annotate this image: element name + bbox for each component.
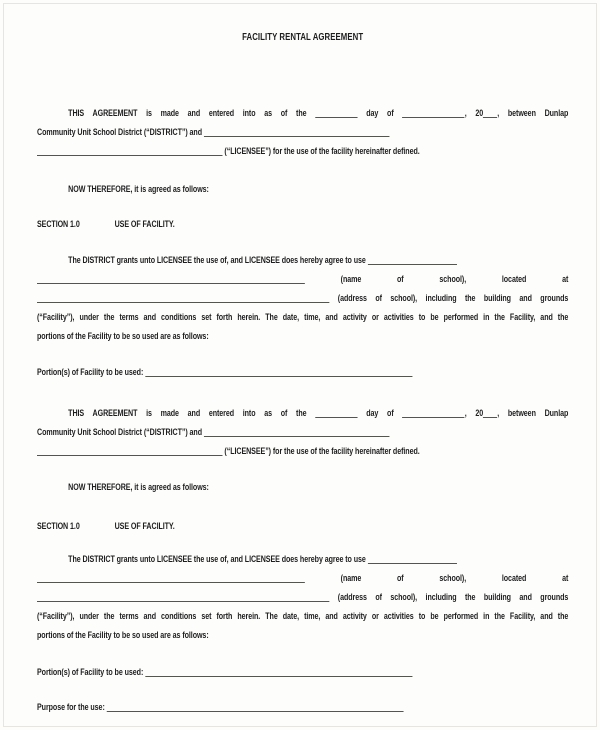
grant-b-line-2-text-1: (name of school), located at bbox=[340, 573, 569, 584]
doc-title bbox=[37, 28, 568, 47]
intro-a-line-3 bbox=[37, 142, 568, 161]
portion-of-facility-a bbox=[37, 363, 568, 382]
document-body bbox=[37, 28, 568, 717]
intro-b-line-1-text-7: , bbox=[497, 408, 500, 419]
now-therefore-a-text-0: NOW THEREFORE, it is agreed as follows: bbox=[68, 184, 209, 195]
grant-a-line-5-text-0: portions of the Facility to be so used are as follows: bbox=[37, 331, 209, 342]
intro-a-line-1-text-5: 20 bbox=[475, 108, 484, 119]
intro-a-line-1-text-0: THIS AGREEMENT is made and entered into as of the bbox=[68, 108, 307, 119]
intro-b-line-1-text-8: between Dunlap bbox=[507, 408, 569, 419]
section-heading-b-text-1: USE OF FACILITY. bbox=[114, 521, 175, 532]
fill-in-blank bbox=[37, 273, 305, 284]
purpose-for-use bbox=[37, 698, 568, 717]
fill-in-blank bbox=[37, 572, 305, 583]
grant-b-line-5 bbox=[37, 626, 568, 645]
fill-in-blank bbox=[37, 145, 223, 156]
grant-a-line-1 bbox=[37, 251, 568, 270]
intro-b-line-1-text-5: 20 bbox=[475, 408, 484, 419]
grant-b-line-3 bbox=[37, 588, 568, 607]
doc-title-text-0: FACILITY RENTAL AGREEMENT bbox=[242, 31, 364, 43]
intro-a-line-3-text-1: (“LICENSEE”) for the use of the facility hereinafter defined. bbox=[224, 146, 420, 157]
intro-b-line-3-text-1: (“LICENSEE”) for the use of the facility hereinafter defined. bbox=[224, 446, 420, 457]
grant-b-line-4 bbox=[37, 607, 568, 626]
fill-in-blank bbox=[483, 107, 500, 119]
fill-in-blank bbox=[204, 126, 390, 137]
grant-b-line-2 bbox=[37, 569, 568, 588]
grant-b-line-1 bbox=[37, 550, 568, 569]
intro-a-line-1-text-8: between Dunlap bbox=[507, 108, 569, 119]
fill-in-blank bbox=[37, 591, 329, 602]
grant-a-line-2-text-1: (name of school), located at bbox=[340, 274, 569, 285]
now-therefore-b bbox=[37, 478, 568, 497]
fill-in-blank bbox=[315, 107, 357, 118]
intro-b-line-2-text-0: Community Unit School District (“DISTRICT”) and bbox=[37, 427, 202, 438]
intro-a-line-2 bbox=[37, 123, 568, 142]
fill-in-blank bbox=[145, 666, 412, 677]
grant-b-line-1-text-0: The DISTRICT grants unto LICENSEE the use of, and LICENSEE does hereby agree to use bbox=[68, 554, 366, 565]
fill-in-blank bbox=[315, 407, 357, 418]
intro-b-line-3 bbox=[37, 442, 568, 461]
grant-a-line-4 bbox=[37, 308, 568, 327]
grant-a-line-3-text-1: (address of school), including the building and grounds bbox=[337, 293, 569, 304]
now-therefore-b-text-0: NOW THEREFORE, it is agreed as follows: bbox=[68, 482, 209, 493]
fill-in-blank bbox=[145, 366, 412, 377]
intro-b-line-1-text-2: day of bbox=[366, 408, 394, 419]
section-heading-a-text-0: SECTION 1.0 bbox=[37, 219, 80, 230]
intro-a-line-1 bbox=[37, 104, 568, 123]
grant-b-line-5-text-0: portions of the Facility to be so used are as follows: bbox=[37, 630, 209, 641]
fill-in-blank bbox=[107, 701, 404, 712]
grant-a-line-1-text-0: The DISTRICT grants unto LICENSEE the use of, and LICENSEE does hereby agree to use bbox=[68, 255, 366, 266]
fill-in-blank bbox=[483, 407, 500, 419]
fill-in-blank bbox=[368, 254, 457, 265]
section-heading-a-text-1: USE OF FACILITY. bbox=[114, 219, 175, 230]
intro-b-line-1 bbox=[37, 404, 568, 423]
section-heading-b-text-0: SECTION 1.0 bbox=[37, 521, 80, 532]
fill-in-blank bbox=[368, 553, 457, 564]
fill-in-blank bbox=[37, 445, 223, 456]
intro-a-line-1-text-7: , bbox=[497, 108, 500, 119]
portion-of-facility-b-text-0: Portion(s) of Facility to be used: bbox=[37, 667, 144, 678]
fill-in-blank bbox=[37, 292, 329, 303]
fill-in-blank bbox=[402, 407, 464, 418]
now-therefore-a bbox=[37, 180, 568, 199]
grant-a-line-4-text-0: (“Facility”), under the terms and conditions set forth herein. The date, time, and activity or activities to be performed in the Facility, and the bbox=[37, 312, 569, 323]
grant-a-line-5 bbox=[37, 327, 568, 346]
grant-b-line-4-text-0: (“Facility”), under the terms and conditions set forth herein. The date, time, and activity or activities to be performed in the Facility, and the bbox=[37, 611, 569, 622]
intro-a-line-2-text-0: Community Unit School District (“DISTRICT”) and bbox=[37, 127, 202, 138]
intro-b-line-2 bbox=[37, 423, 568, 442]
grant-a-line-2 bbox=[37, 270, 568, 289]
grant-a-line-3 bbox=[37, 289, 568, 308]
intro-b-line-1-text-4: , bbox=[464, 408, 467, 419]
intro-b-line-1-text-0: THIS AGREEMENT is made and entered into as of the bbox=[68, 408, 307, 419]
section-heading-b bbox=[37, 517, 568, 536]
fill-in-blank bbox=[204, 426, 390, 437]
intro-a-line-1-text-4: , bbox=[464, 108, 467, 119]
purpose-for-use-text-0: Purpose for the use: bbox=[37, 702, 105, 713]
grant-b-line-3-text-1: (address of school), including the building and grounds bbox=[337, 592, 569, 603]
fill-in-blank bbox=[402, 107, 464, 118]
intro-a-line-1-text-2: day of bbox=[366, 108, 394, 119]
portion-of-facility-b bbox=[37, 663, 568, 682]
portion-of-facility-a-text-0: Portion(s) of Facility to be used: bbox=[37, 367, 144, 378]
section-heading-a bbox=[37, 215, 568, 234]
